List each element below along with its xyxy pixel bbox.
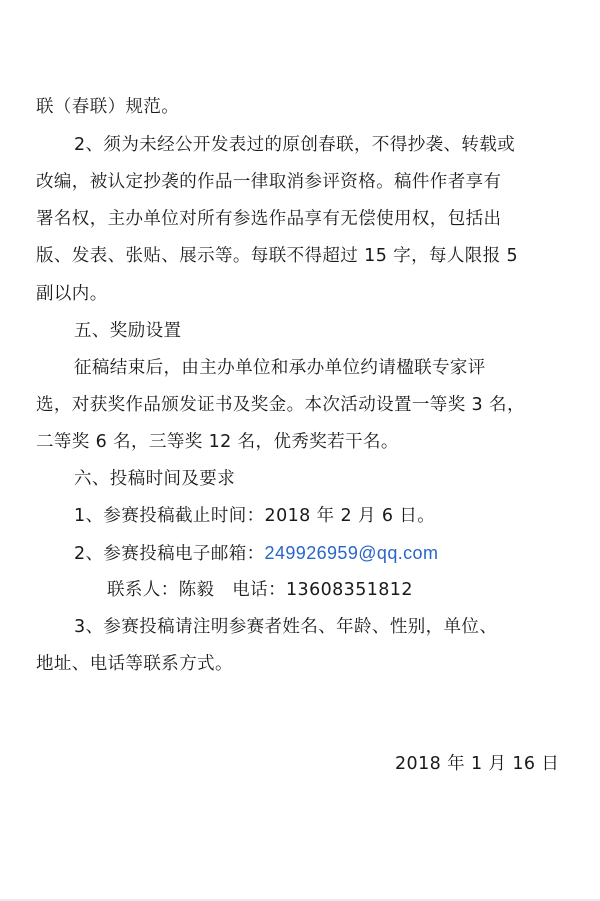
text-line: 2、须为未经公开发表过的原创春联，不得抄袭、转载或 [74, 135, 516, 155]
text-line: 版、发表、张贴、展示等。每联不得超过 15 字，每人限报 5 [36, 246, 519, 266]
document-date: 2018 年 1 月 16 日 [395, 754, 560, 774]
contact-line: 联系人：陈毅 电话：13608351812 [107, 580, 413, 600]
email-address: 249926959@qq.com [264, 543, 439, 563]
text-line: 征稿结束后，由主办单位和承办单位约请楹联专家评 [74, 358, 486, 378]
text-line: 3、参赛投稿请注明参赛者姓名、年龄、性别，单位、 [74, 617, 498, 637]
text-line: 署名权，主办单位对所有参选作品享有无偿使用权，包括出 [36, 209, 502, 229]
email-line [74, 541, 438, 566]
section-heading: 六、投稿时间及要求 [74, 469, 236, 489]
text-line: 改编，被认定抄袭的作品一律取消参评资格。稿件作者享有 [36, 172, 502, 192]
section-heading: 五、奖励设置 [74, 321, 182, 341]
text-line: 副以内。 [36, 284, 108, 304]
email-label: 2、参赛投稿电子邮箱： [74, 544, 265, 564]
text-line: 联（春联）规范。 [36, 97, 180, 117]
text-line: 选，对获奖作品颁发证书及奖金。本次活动设置一等奖 3 名， [36, 395, 525, 415]
text-line: 1、参赛投稿截止时间：2018 年 2 月 6 日。 [74, 506, 436, 526]
text-line: 地址、电话等联系方式。 [36, 654, 233, 674]
text-line: 二等奖 6 名，三等奖 12 名，优秀奖若干名。 [36, 432, 399, 452]
